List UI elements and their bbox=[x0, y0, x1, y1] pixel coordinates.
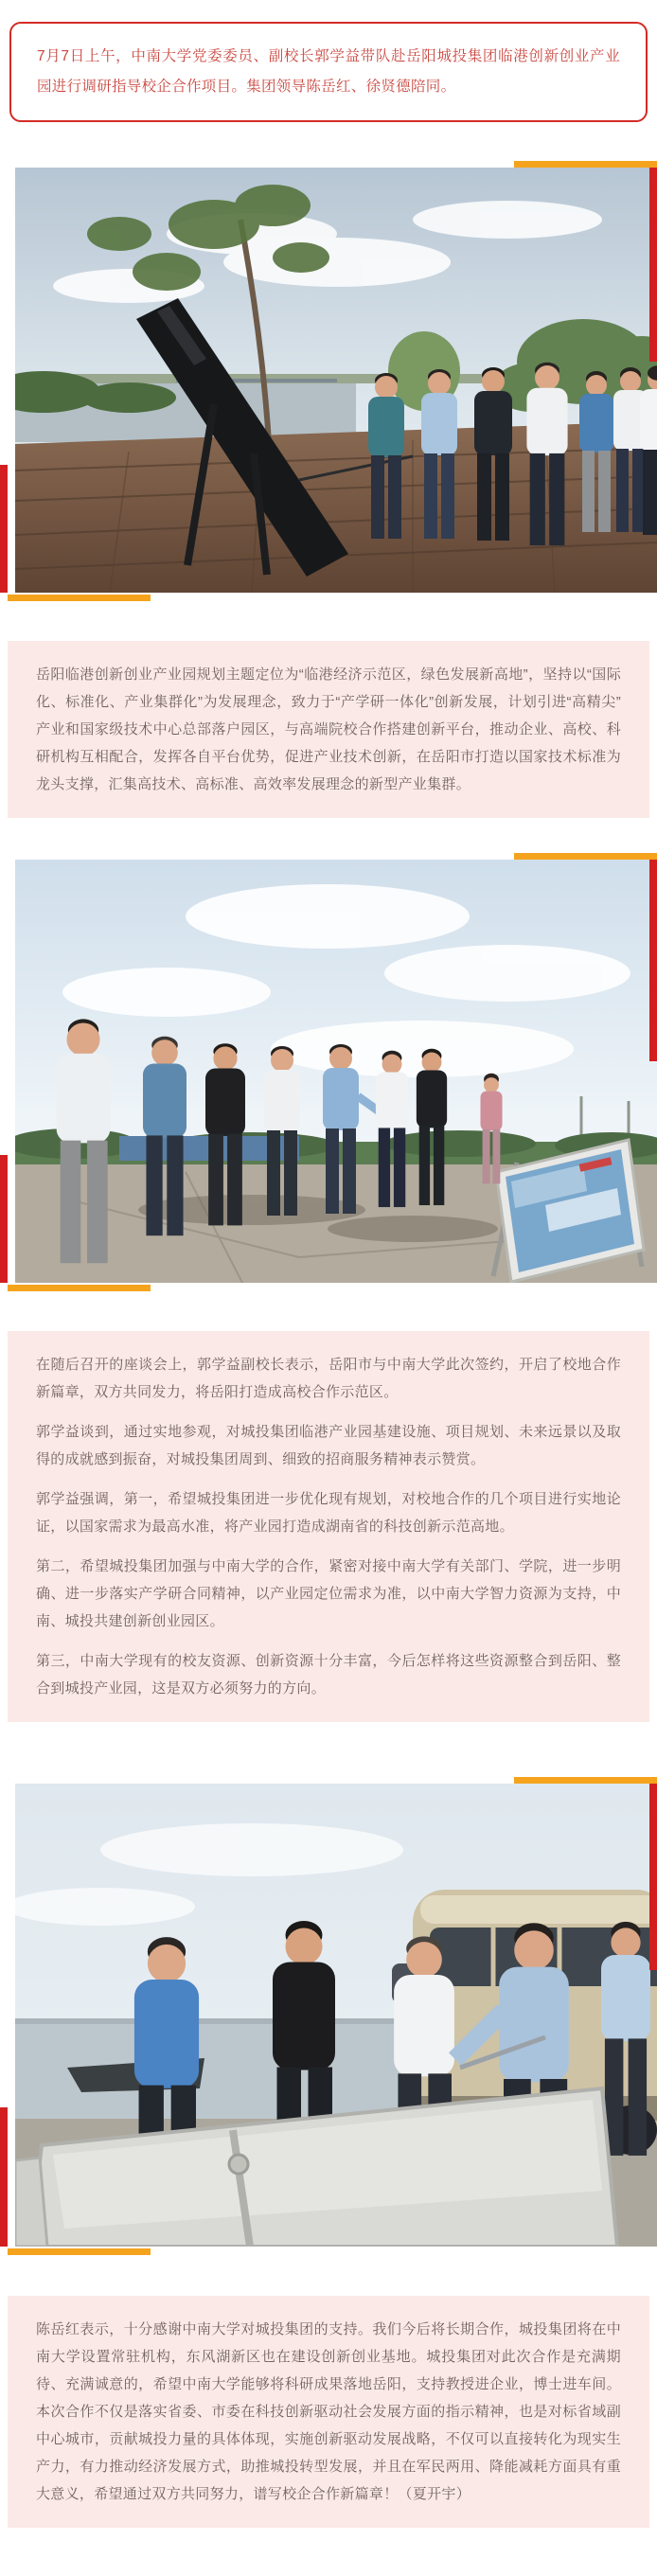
yellow-bar-bottom-left bbox=[8, 595, 151, 601]
yellow-bar-top-right bbox=[514, 1777, 657, 1784]
red-bar-left bbox=[0, 1155, 8, 1283]
paragraph: 在随后召开的座谈会上，郭学益副校长表示，岳阳市与中南大学此次签约，开启了校地合作新篇章，双方共同发力，将岳阳打造成高校合作示范区。 bbox=[36, 1357, 621, 1400]
paragraph: 第二，希望城投集团加强与中南大学的合作，紧密对接中南大学有关部门、学院，进一步明确、进一步落实产学研合同精神，以产业园定位需求为准，以中南大学智力资源为支持，中南、城投共建创新创业园区。 bbox=[36, 1558, 621, 1629]
photo-riverside-minibus[interactable] bbox=[15, 1784, 657, 2247]
photo-3-section bbox=[0, 1777, 657, 2255]
paragraph: 第三，中南大学现有的校友资源、创新资源十分丰富，今后怎样将这些资源整合到岳阳、整合到城投产业园，这是双方必须努力的方向。 bbox=[36, 1653, 621, 1697]
yellow-bar-bottom-left bbox=[8, 1285, 151, 1291]
intro-box bbox=[9, 22, 648, 122]
park-intro-block bbox=[8, 641, 649, 818]
yellow-bar-bottom-left bbox=[8, 2248, 151, 2255]
red-bar-right bbox=[649, 168, 657, 362]
photo-lakeside-deck[interactable] bbox=[15, 168, 657, 593]
photo-site-board-briefing[interactable] bbox=[15, 860, 657, 1283]
red-bar-right bbox=[649, 1784, 657, 1970]
photo-2-section bbox=[0, 853, 657, 1291]
paragraph: 岳阳临港创新创业产业园规划主题定位为“临港经济示范区，绿色发展新高地”，坚持以“国际化、标准化、产业集群化”为发展理念，致力于“产学研一体化”创新发展，计划引进“高精尖”产业和国家级技术中心总部落户园区，与高端院校合作搭建创新平台，推动企业、高校、科研机构互相配合，发挥各自平台优势，促进产业技术创新，在岳阳市打造以国家技术标准为龙头支撑，汇集高技术、高标准、高效率发展理念的新型产业集群。 bbox=[36, 666, 621, 792]
red-bar-left bbox=[0, 2107, 8, 2247]
paragraph: 郭学益强调，第一，希望城投集团进一步优化现有规划，对校地合作的几个项目进行实地论证，以国家需求为最高水准，将产业园打造成湖南省的科技创新示范高地。 bbox=[36, 1491, 621, 1535]
intro-text: 7月7日上午，中南大学党委委员、副校长郭学益带队赴岳阳城投集团临港创新创业产业园进行调研指导校企合作项目。集团领导陈岳红、徐贤德陪同。 bbox=[37, 48, 620, 95]
paragraph: 陈岳红表示，十分感谢中南大学对城投集团的支持。我们今后将长期合作，城投集团将在中南大学设置常驻机构，东风湖新区也在建设创新创业基地。城投集团对此次合作是充满期待、充满诚意的，希望中南大学能够将科研成果落地岳阳，支持教授进企业，博士进车间。本次合作不仅是落实省委、市委在科技创新驱动社会发展方面的指示精神，也是对标省域副中心城市，贡献城投力量的具体体现，实施创新驱动发展战略，不仅可以直接转化为现实生产力，有力推动经济发展方式，助推城投转型发展，并且在军民两用、降能减耗方面具有重大意义，希望通过双方共同努力，谱写校企合作新篇章！（夏开宇） bbox=[36, 2321, 621, 2502]
yellow-bar-top-right bbox=[514, 853, 657, 860]
photo-1-section bbox=[0, 161, 657, 601]
symposium-remarks-block bbox=[8, 1331, 649, 1722]
yellow-bar-top-right bbox=[514, 161, 657, 168]
paragraph: 郭学益谈到，通过实地参观，对城投集团临港产业园基建设施、项目规划、未来远景以及取得的成就感到振奋，对城投集团周到、细致的招商服务精神表示赞赏。 bbox=[36, 1424, 621, 1467]
red-bar-right bbox=[649, 860, 657, 1061]
red-bar-left bbox=[0, 465, 8, 593]
closing-remarks-block bbox=[8, 2296, 649, 2528]
